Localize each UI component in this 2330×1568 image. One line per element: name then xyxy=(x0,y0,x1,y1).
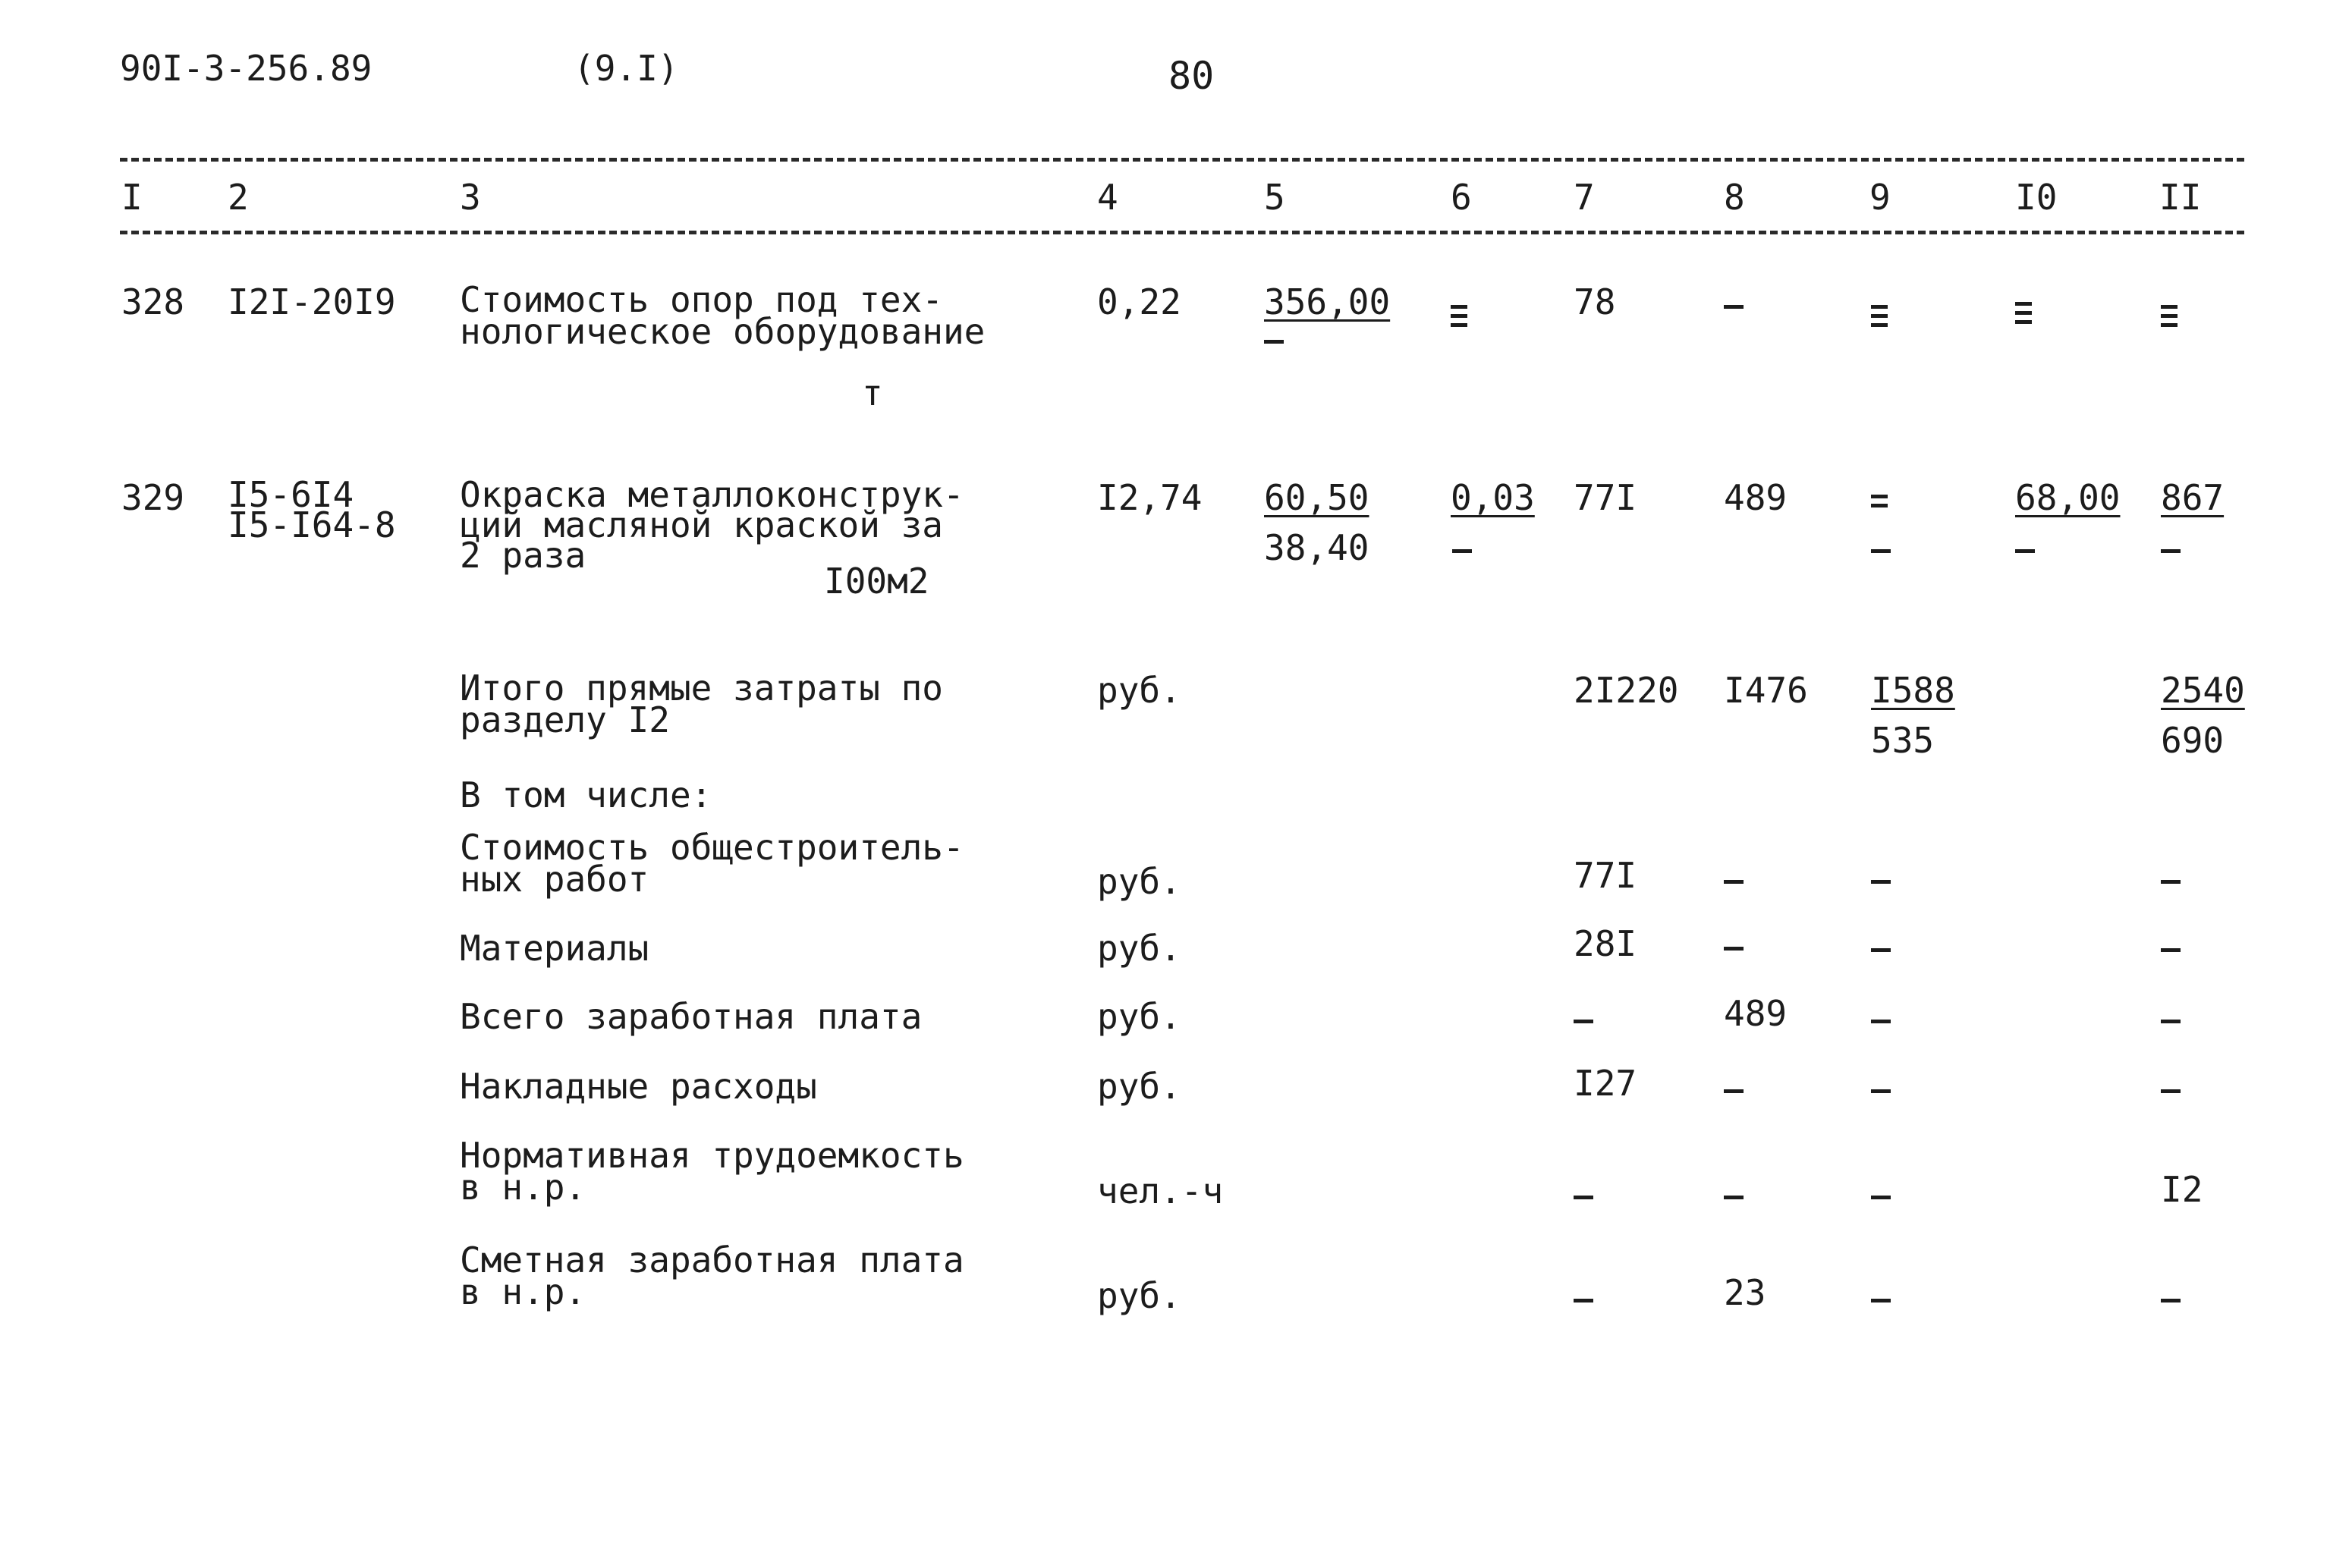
col-header-10: I0 xyxy=(2015,177,2058,218)
row-328-description: Стоимость опор под тех- нологическое оборудование xyxy=(460,279,986,352)
breakdown-general-works-unit: руб. xyxy=(1097,861,1181,902)
breakdown-general-works-col7: 77I xyxy=(1574,855,1637,896)
breakdown-general-works-label: Стоимость общестроитель- ных работ xyxy=(460,827,964,900)
header-bottom-rule xyxy=(120,231,2244,234)
row-329-quantity: I2,74 xyxy=(1097,477,1203,518)
breakdown-labour-unit: чел.-ч xyxy=(1097,1171,1224,1211)
row-328-number: 328 xyxy=(121,281,185,322)
row-328-col8-dash xyxy=(1724,305,1744,309)
col-header-9: 9 xyxy=(1869,177,1891,218)
col-header-5: 5 xyxy=(1264,177,1285,218)
row-329-col7-value: 77I xyxy=(1574,477,1637,518)
row-329-col5-top: 60,50 xyxy=(1264,477,1369,518)
row-328-col11-ditto xyxy=(2161,305,2177,332)
document-code: 90I-3-256.89 xyxy=(120,48,373,89)
row-329-col8-value: 489 xyxy=(1724,477,1788,518)
col-header-4: 4 xyxy=(1097,177,1118,218)
breakdown-materials-col7: 28I xyxy=(1574,923,1637,964)
breakdown-labour-label: Нормативная трудоемкость в н.р. xyxy=(460,1135,964,1208)
section-total-col11-top: 2540 xyxy=(2161,670,2245,711)
breakdown-materials-col8-dash xyxy=(1724,947,1744,951)
row-329-col6-dash xyxy=(1452,549,1472,553)
row-329-col11-value: 867 xyxy=(2161,477,2225,518)
row-328-col9-ditto xyxy=(1871,305,1888,332)
row-328-unit: т xyxy=(862,372,883,413)
col-header-3: 3 xyxy=(460,177,481,218)
col-header-2: 2 xyxy=(228,177,249,218)
breakdown-estimated-wages-label: Сметная заработная плата в н.р. xyxy=(460,1240,964,1312)
row-329-description: Окраска металлоконструк- ций масляной краской за 2 раза xyxy=(460,474,964,576)
header-top-rule xyxy=(120,158,2244,162)
col-header-8: 8 xyxy=(1724,177,1745,218)
breakdown-overhead-col8-dash xyxy=(1724,1089,1744,1093)
including-label: В том числе: xyxy=(460,775,712,815)
row-329-number: 329 xyxy=(121,477,185,518)
row-328-col5-dash xyxy=(1264,340,1284,344)
row-329-col6-value: 0,03 xyxy=(1451,477,1535,518)
row-328-col6-ditto xyxy=(1451,305,1467,332)
breakdown-wages-col11-dash xyxy=(2161,1020,2181,1023)
row-328-quantity: 0,22 xyxy=(1097,281,1181,322)
breakdown-wages-label: Всего заработная плата xyxy=(460,996,923,1037)
breakdown-wages-col9-dash xyxy=(1871,1020,1891,1023)
breakdown-general-works-col8-dash xyxy=(1724,880,1744,884)
section-total-col9-bottom: 535 xyxy=(1871,720,1935,761)
row-329-col11-dash xyxy=(2161,549,2181,553)
breakdown-general-works-col11-dash xyxy=(2161,880,2181,884)
col-header-11: II xyxy=(2159,177,2202,218)
col-header-6: 6 xyxy=(1451,177,1472,218)
section-total-col9-top: I588 xyxy=(1871,670,1955,711)
row-329-col9-dash xyxy=(1871,549,1891,553)
breakdown-general-works-col9-dash xyxy=(1871,880,1891,884)
section-total-col11-bottom: 690 xyxy=(2161,720,2225,761)
row-328-unit-price: 356,00 xyxy=(1264,281,1391,322)
row-328-code: I2I-20I9 xyxy=(228,281,396,322)
breakdown-overhead-col7: I27 xyxy=(1574,1063,1637,1104)
row-329-col5-bottom: 38,40 xyxy=(1264,527,1369,568)
col-header-7: 7 xyxy=(1574,177,1595,218)
breakdown-overhead-label: Накладные расходы xyxy=(460,1066,817,1107)
breakdown-labour-col11: I2 xyxy=(2161,1169,2203,1210)
breakdown-estimated-wages-col7-dash xyxy=(1574,1299,1593,1302)
breakdown-estimated-wages-unit: руб. xyxy=(1097,1275,1181,1316)
breakdown-overhead-unit: руб. xyxy=(1097,1066,1181,1107)
breakdown-wages-col7-dash xyxy=(1574,1020,1593,1023)
row-328-col10-ditto xyxy=(2015,302,2032,329)
breakdown-materials-col11-dash xyxy=(2161,948,2181,952)
breakdown-estimated-wages-col11-dash xyxy=(2161,1299,2181,1302)
row-329-col10-value: 68,00 xyxy=(2015,477,2121,518)
col-header-1: I xyxy=(121,177,143,218)
breakdown-overhead-col9-dash xyxy=(1871,1089,1891,1093)
section-total-col8: I476 xyxy=(1724,670,1808,711)
breakdown-materials-label: Материалы xyxy=(460,928,649,969)
row-329-col9-ditto xyxy=(1871,495,1888,513)
breakdown-materials-col9-dash xyxy=(1871,948,1891,952)
breakdown-materials-unit: руб. xyxy=(1097,928,1181,969)
breakdown-labour-col9-dash xyxy=(1871,1196,1891,1199)
section-total-col7: 2I220 xyxy=(1574,670,1679,711)
section-number: (9.I) xyxy=(574,48,679,89)
breakdown-wages-unit: руб. xyxy=(1097,996,1181,1037)
row-328-col7-value: 78 xyxy=(1574,281,1616,322)
breakdown-labour-col8-dash xyxy=(1724,1196,1744,1199)
breakdown-estimated-wages-col8: 23 xyxy=(1724,1272,1766,1313)
row-329-col10-dash xyxy=(2015,549,2035,553)
row-329-unit: I00м2 xyxy=(824,561,929,602)
breakdown-overhead-col11-dash xyxy=(2161,1089,2181,1093)
breakdown-wages-col8: 489 xyxy=(1724,993,1788,1034)
section-total-unit: руб. xyxy=(1097,670,1181,711)
section-total-label: Итого прямые затраты по разделу I2 xyxy=(460,668,943,740)
breakdown-labour-col7-dash xyxy=(1574,1196,1593,1199)
row-329-codes: I5-6I4 I5-I64-8 xyxy=(228,474,396,545)
page-number: 80 xyxy=(1168,54,1215,98)
breakdown-estimated-wages-col9-dash xyxy=(1871,1299,1891,1302)
